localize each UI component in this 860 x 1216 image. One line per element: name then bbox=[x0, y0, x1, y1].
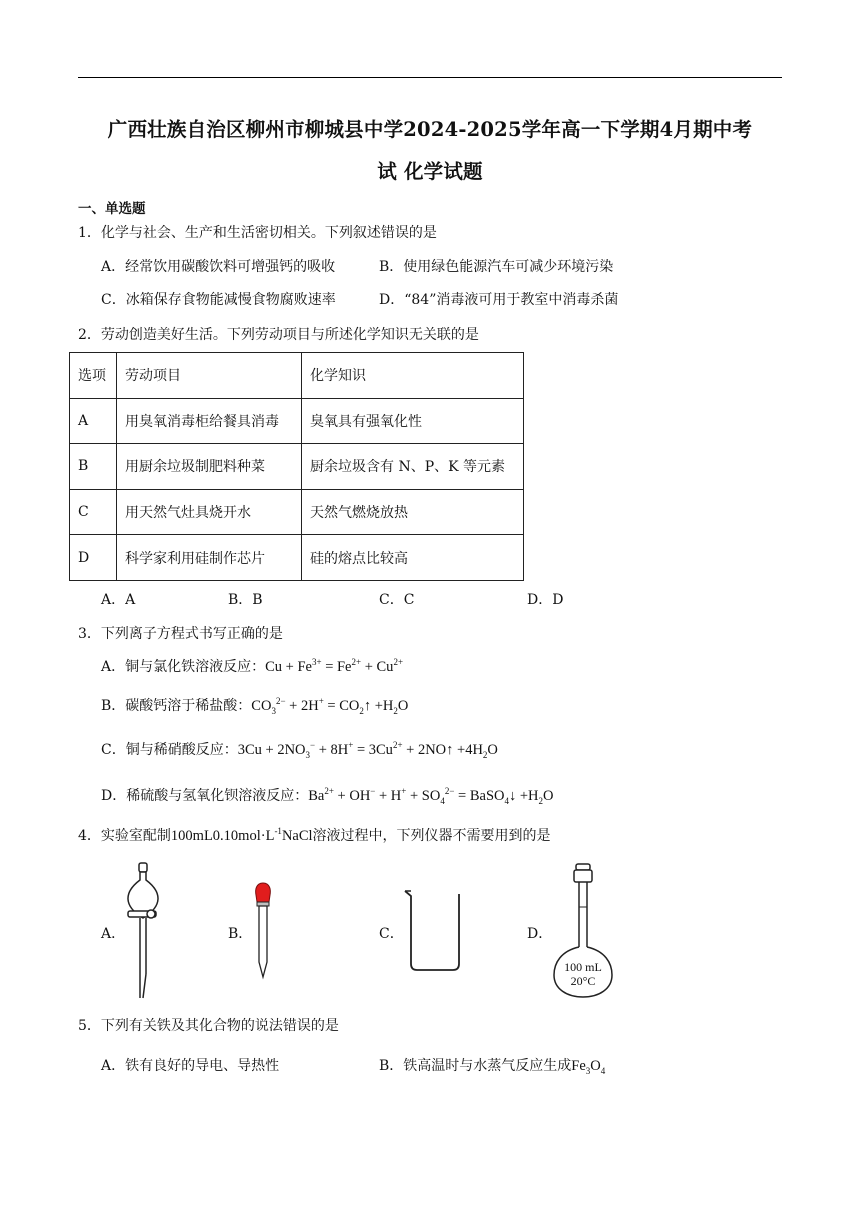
question-4-stem bbox=[78, 826, 551, 846]
q2-table bbox=[69, 352, 524, 581]
q4-quantity: 100mL0.10mol·L bbox=[170, 828, 275, 844]
flask-label bbox=[553, 960, 613, 988]
question-2-stem: 2．劳动创造美好生活。下列劳动项目与所述化学知识无关联的是 bbox=[78, 327, 479, 343]
q4-option-b: B． bbox=[228, 926, 253, 942]
table-cell: 用厨余垃圾制肥料种菜 bbox=[117, 444, 302, 490]
question-3-stem: 3．下列离子方程式书写正确的是 bbox=[78, 626, 283, 642]
q3-option-b-label: B．碳酸钙溶于稀盐酸： bbox=[101, 698, 252, 714]
q2-option-d: D．D bbox=[527, 592, 564, 608]
q4-option-a: A． bbox=[101, 926, 126, 942]
q4-solute: NaCl bbox=[281, 828, 313, 844]
table-cell: 用天然气灶具烧开水 bbox=[117, 489, 302, 535]
table-row bbox=[70, 444, 524, 490]
flask-label-volume: 100 mL bbox=[564, 960, 602, 974]
question-5-stem: 5．下列有关铁及其化合物的说法错误的是 bbox=[78, 1018, 339, 1034]
q2-option-b: B．B bbox=[228, 592, 263, 608]
beaker-icon bbox=[403, 888, 465, 972]
q4-stem-pre: 4．实验室配制 bbox=[78, 828, 171, 844]
q2-option-a: A．A bbox=[101, 592, 136, 608]
q3-option-c bbox=[101, 740, 498, 760]
question-1-stem: 1．化学与社会、生产和生活密切相关。下列叙述错误的是 bbox=[78, 225, 437, 241]
table-row bbox=[70, 398, 524, 444]
q3-equation-c: $3Cu + 2NO_3^- + 8H^+ = 3Cu^{2+}$ + 2NO↑ $+4H_2O$ bbox=[237, 740, 498, 760]
q5-option-b bbox=[379, 1056, 605, 1076]
q5-option-b-label: B．铁高温时与水蒸气反应生成 bbox=[379, 1058, 572, 1074]
q1-option-a: A．经常饮用碳酸饮料可增强钙的吸收 bbox=[101, 259, 336, 275]
table-header-cell: 选项 bbox=[70, 353, 117, 399]
q2-option-c: C．C bbox=[379, 592, 415, 608]
q4-exponent: -1 bbox=[274, 826, 282, 837]
page-title-line1: 广西壮族自治区柳州市柳城县中学2024-2025学年高一下学期4月期中考 bbox=[107, 118, 753, 141]
table-cell: B bbox=[70, 444, 117, 490]
table-cell: 天然气燃烧放热 bbox=[302, 489, 524, 535]
q3-option-d bbox=[101, 786, 554, 806]
table-cell: 臭氧具有强氧化性 bbox=[302, 398, 524, 444]
q4-stem-quantity bbox=[171, 828, 313, 844]
q4-stem-post: 溶液过程中，下列仪器不需要用到的是 bbox=[312, 828, 551, 844]
q3-equation-b: $CO_3^{2-} + 2H^+$ = $CO_2↑ +H_2O$ bbox=[251, 696, 409, 716]
q3-option-c-label: C．铜与稀硝酸反应： bbox=[101, 742, 238, 758]
q1-option-d: D．“84”消毒液可用于教室中消毒杀菌 bbox=[379, 292, 619, 308]
table-cell: A bbox=[70, 398, 117, 444]
table-row bbox=[70, 489, 524, 535]
dropper-icon bbox=[253, 882, 273, 978]
q3-option-d-label: D．稀硫酸与氢氧化钡溶液反应： bbox=[101, 788, 309, 804]
separatory-funnel-icon bbox=[118, 862, 168, 1000]
table-cell: 厨余垃圾含有 N、P、K 等元素 bbox=[302, 444, 524, 490]
table-header-row bbox=[70, 353, 524, 399]
page-title-line2: 试 化学试题 bbox=[377, 160, 483, 183]
q3-equation-d: $Ba^{2+} + OH^- + H^+ + SO_4^{2-}$ = BaSO$_4$↓ $+H_2O$ bbox=[308, 786, 554, 806]
table-header-cell: 劳动项目 bbox=[117, 353, 302, 399]
q1-option-c: C．冰箱保存食物能减慢食物腐败速率 bbox=[101, 292, 336, 308]
table-cell: 科学家利用硅制作芯片 bbox=[117, 535, 302, 581]
flask-label-temperature: 20°C bbox=[570, 974, 596, 988]
table-cell: C bbox=[70, 489, 117, 535]
q3-equation-a: $Cu + Fe^{3+} = Fe^{2+} + Cu^{2+}$ bbox=[265, 657, 404, 675]
table-row bbox=[70, 535, 524, 581]
table-cell: 用臭氧消毒柜给餐具消毒 bbox=[117, 398, 302, 444]
q5-formula: $Fe_3O_4$ bbox=[571, 1058, 606, 1076]
header-rule bbox=[78, 77, 782, 78]
q3-option-a-label: A．铜与氯化铁溶液反应： bbox=[101, 659, 266, 675]
table-header-cell: 化学知识 bbox=[302, 353, 524, 399]
table-cell: D bbox=[70, 535, 117, 581]
q3-option-a bbox=[101, 657, 403, 677]
q4-option-d: D． bbox=[527, 926, 553, 942]
table-cell: 硅的熔点比较高 bbox=[302, 535, 524, 581]
q5-option-a: A．铁有良好的导电、导热性 bbox=[101, 1058, 280, 1074]
section-heading: 一、单选题 bbox=[78, 201, 146, 217]
q1-option-b: B．使用绿色能源汽车可减少环境污染 bbox=[379, 259, 614, 275]
q3-option-b bbox=[101, 696, 408, 716]
q4-option-c: C． bbox=[379, 926, 404, 942]
